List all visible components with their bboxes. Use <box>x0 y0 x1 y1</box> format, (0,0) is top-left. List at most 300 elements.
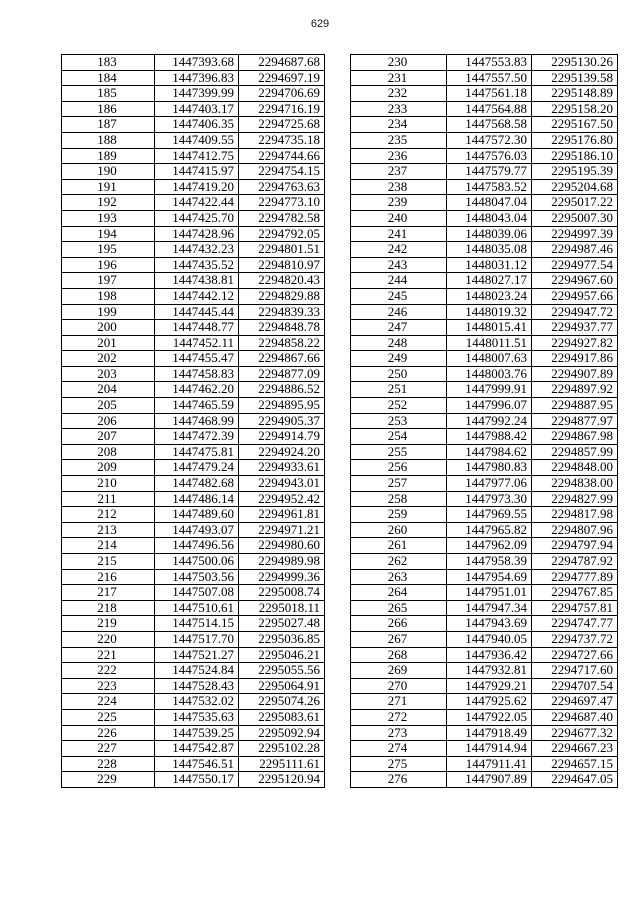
x-coordinate-cell: 1448019.32 <box>447 304 532 320</box>
y-coordinate-cell: 2295018.11 <box>239 600 325 616</box>
y-coordinate-cell: 2294980.60 <box>239 538 325 554</box>
table-row <box>351 398 618 414</box>
x-coordinate-cell: 1447539.25 <box>155 725 239 741</box>
table-row <box>351 460 618 476</box>
y-coordinate-cell: 2294977.54 <box>532 257 618 273</box>
table-row <box>351 101 618 117</box>
table-row <box>62 554 325 570</box>
x-coordinate-cell: 1447980.83 <box>447 460 532 476</box>
x-coordinate-cell: 1447482.68 <box>155 476 239 492</box>
point-number-cell: 204 <box>62 382 155 398</box>
table-row <box>351 631 618 647</box>
point-number-cell: 275 <box>351 756 447 772</box>
y-coordinate-cell: 2294838.00 <box>532 476 618 492</box>
x-coordinate-cell: 1447442.12 <box>155 288 239 304</box>
table-row <box>62 70 325 86</box>
table-row <box>351 694 618 710</box>
y-coordinate-cell: 2295148.89 <box>532 86 618 102</box>
x-coordinate-cell: 1448027.17 <box>447 273 532 289</box>
point-number-cell: 270 <box>351 678 447 694</box>
x-coordinate-cell: 1447542.87 <box>155 741 239 757</box>
y-coordinate-cell: 2294886.52 <box>239 382 325 398</box>
table-row <box>62 444 325 460</box>
x-coordinate-cell: 1447455.47 <box>155 351 239 367</box>
table-row <box>351 725 618 741</box>
y-coordinate-cell: 2295130.26 <box>532 55 618 71</box>
y-coordinate-cell: 2294887.95 <box>532 398 618 414</box>
point-number-cell: 255 <box>351 444 447 460</box>
point-number-cell: 192 <box>62 195 155 211</box>
table-row <box>62 491 325 507</box>
x-coordinate-cell: 1447546.51 <box>155 756 239 772</box>
table-row <box>351 179 618 195</box>
y-coordinate-cell: 2294706.69 <box>239 86 325 102</box>
x-coordinate-cell: 1447422.44 <box>155 195 239 211</box>
point-number-cell: 274 <box>351 741 447 757</box>
x-coordinate-cell: 1447517.70 <box>155 631 239 647</box>
table-row <box>62 273 325 289</box>
table-row <box>62 772 325 788</box>
y-coordinate-cell: 2294937.77 <box>532 320 618 336</box>
y-coordinate-cell: 2294797.94 <box>532 538 618 554</box>
y-coordinate-cell: 2294997.39 <box>532 226 618 242</box>
y-coordinate-cell: 2295008.74 <box>239 585 325 601</box>
x-coordinate-cell: 1447406.35 <box>155 117 239 133</box>
x-coordinate-cell: 1447415.97 <box>155 164 239 180</box>
table-row <box>351 335 618 351</box>
x-coordinate-cell: 1447500.06 <box>155 554 239 570</box>
table-row <box>62 631 325 647</box>
y-coordinate-cell: 2295074.26 <box>239 694 325 710</box>
x-coordinate-cell: 1447947.34 <box>447 600 532 616</box>
x-coordinate-cell: 1447428.96 <box>155 226 239 242</box>
x-coordinate-cell: 1447911.41 <box>447 756 532 772</box>
x-coordinate-cell: 1448035.08 <box>447 242 532 258</box>
table-row <box>62 366 325 382</box>
y-coordinate-cell: 2294777.89 <box>532 569 618 585</box>
x-coordinate-cell: 1448011.51 <box>447 335 532 351</box>
table-row <box>62 600 325 616</box>
point-number-cell: 196 <box>62 257 155 273</box>
x-coordinate-cell: 1447458.83 <box>155 366 239 382</box>
y-coordinate-cell: 2294967.60 <box>532 273 618 289</box>
table-row <box>62 616 325 632</box>
y-coordinate-cell: 2295111.61 <box>239 756 325 772</box>
table-row <box>62 148 325 164</box>
table-row <box>62 226 325 242</box>
y-coordinate-cell: 2294735.18 <box>239 132 325 148</box>
point-number-cell: 257 <box>351 476 447 492</box>
x-coordinate-cell: 1447951.01 <box>447 585 532 601</box>
y-coordinate-cell: 2294687.40 <box>532 709 618 725</box>
point-number-cell: 234 <box>351 117 447 133</box>
x-coordinate-cell: 1447561.18 <box>447 86 532 102</box>
x-coordinate-cell: 1447514.15 <box>155 616 239 632</box>
x-coordinate-cell: 1447475.81 <box>155 444 239 460</box>
point-number-cell: 201 <box>62 335 155 351</box>
coordinates-table-right <box>350 54 618 788</box>
y-coordinate-cell: 2294707.54 <box>532 678 618 694</box>
table-row <box>351 366 618 382</box>
point-number-cell: 210 <box>62 476 155 492</box>
y-coordinate-cell: 2294867.66 <box>239 351 325 367</box>
table-row <box>62 756 325 772</box>
point-number-cell: 191 <box>62 179 155 195</box>
x-coordinate-cell: 1448031.12 <box>447 257 532 273</box>
y-coordinate-cell: 2294807.96 <box>532 522 618 538</box>
point-number-cell: 262 <box>351 554 447 570</box>
point-number-cell: 223 <box>62 678 155 694</box>
point-number-cell: 244 <box>351 273 447 289</box>
point-number-cell: 271 <box>351 694 447 710</box>
x-coordinate-cell: 1447465.59 <box>155 398 239 414</box>
page-number: 629 <box>310 18 330 30</box>
point-number-cell: 202 <box>62 351 155 367</box>
point-number-cell: 187 <box>62 117 155 133</box>
y-coordinate-cell: 2294858.22 <box>239 335 325 351</box>
x-coordinate-cell: 1447409.55 <box>155 132 239 148</box>
x-coordinate-cell: 1447907.89 <box>447 772 532 788</box>
table-row <box>62 257 325 273</box>
x-coordinate-cell: 1448015.41 <box>447 320 532 336</box>
x-coordinate-cell: 1447940.05 <box>447 631 532 647</box>
point-number-cell: 268 <box>351 647 447 663</box>
x-coordinate-cell: 1447479.24 <box>155 460 239 476</box>
point-number-cell: 272 <box>351 709 447 725</box>
table-row <box>351 320 618 336</box>
point-number-cell: 206 <box>62 413 155 429</box>
y-coordinate-cell: 2294952.42 <box>239 491 325 507</box>
point-number-cell: 190 <box>62 164 155 180</box>
point-number-cell: 276 <box>351 772 447 788</box>
point-number-cell: 248 <box>351 335 447 351</box>
table-row <box>62 132 325 148</box>
table-row <box>351 164 618 180</box>
table-row <box>62 413 325 429</box>
point-number-cell: 189 <box>62 148 155 164</box>
y-coordinate-cell: 2294867.98 <box>532 429 618 445</box>
x-coordinate-cell: 1447992.24 <box>447 413 532 429</box>
table-row <box>351 678 618 694</box>
table-row <box>62 304 325 320</box>
y-coordinate-cell: 2294989.98 <box>239 554 325 570</box>
x-coordinate-cell: 1448039.06 <box>447 226 532 242</box>
x-coordinate-cell: 1447524.84 <box>155 663 239 679</box>
x-coordinate-cell: 1447438.81 <box>155 273 239 289</box>
point-number-cell: 199 <box>62 304 155 320</box>
x-coordinate-cell: 1447568.58 <box>447 117 532 133</box>
y-coordinate-cell: 2294716.19 <box>239 101 325 117</box>
table-row <box>62 195 325 211</box>
y-coordinate-cell: 2294667.23 <box>532 741 618 757</box>
x-coordinate-cell: 1447969.55 <box>447 507 532 523</box>
table-row <box>62 55 325 71</box>
table-row <box>351 772 618 788</box>
x-coordinate-cell: 1447996.07 <box>447 398 532 414</box>
x-coordinate-cell: 1447489.60 <box>155 507 239 523</box>
table-row <box>351 600 618 616</box>
point-number-cell: 251 <box>351 382 447 398</box>
table-row <box>62 460 325 476</box>
y-coordinate-cell: 2294801.51 <box>239 242 325 258</box>
y-coordinate-cell: 2294754.15 <box>239 164 325 180</box>
x-coordinate-cell: 1447984.62 <box>447 444 532 460</box>
table-row <box>351 429 618 445</box>
x-coordinate-cell: 1448047.04 <box>447 195 532 211</box>
y-coordinate-cell: 2294897.92 <box>532 382 618 398</box>
y-coordinate-cell: 2294957.66 <box>532 288 618 304</box>
y-coordinate-cell: 2295007.30 <box>532 210 618 226</box>
y-coordinate-cell: 2295158.20 <box>532 101 618 117</box>
table-row <box>62 351 325 367</box>
x-coordinate-cell: 1448003.76 <box>447 366 532 382</box>
point-number-cell: 222 <box>62 663 155 679</box>
point-number-cell: 250 <box>351 366 447 382</box>
x-coordinate-cell: 1447510.61 <box>155 600 239 616</box>
x-coordinate-cell: 1447973.30 <box>447 491 532 507</box>
x-coordinate-cell: 1447496.56 <box>155 538 239 554</box>
x-coordinate-cell: 1447550.17 <box>155 772 239 788</box>
table-row <box>351 616 618 632</box>
table-row <box>62 725 325 741</box>
table-row <box>351 756 618 772</box>
table-row <box>351 351 618 367</box>
point-number-cell: 231 <box>351 70 447 86</box>
table-row <box>351 288 618 304</box>
y-coordinate-cell: 2294787.92 <box>532 554 618 570</box>
point-number-cell: 265 <box>351 600 447 616</box>
x-coordinate-cell: 1447419.20 <box>155 179 239 195</box>
x-coordinate-cell: 1447943.69 <box>447 616 532 632</box>
y-coordinate-cell: 2294827.99 <box>532 491 618 507</box>
point-number-cell: 197 <box>62 273 155 289</box>
table-row <box>62 476 325 492</box>
table-row <box>62 179 325 195</box>
point-number-cell: 239 <box>351 195 447 211</box>
y-coordinate-cell: 2294895.95 <box>239 398 325 414</box>
table-row <box>62 101 325 117</box>
point-number-cell: 193 <box>62 210 155 226</box>
point-number-cell: 205 <box>62 398 155 414</box>
x-coordinate-cell: 1447936.42 <box>447 647 532 663</box>
y-coordinate-cell: 2294647.05 <box>532 772 618 788</box>
table-row <box>351 55 618 71</box>
x-coordinate-cell: 1447403.17 <box>155 101 239 117</box>
point-number-cell: 252 <box>351 398 447 414</box>
y-coordinate-cell: 2295092.94 <box>239 725 325 741</box>
table-row <box>62 538 325 554</box>
point-number-cell: 188 <box>62 132 155 148</box>
point-number-cell: 216 <box>62 569 155 585</box>
x-coordinate-cell: 1447393.68 <box>155 55 239 71</box>
point-number-cell: 230 <box>351 55 447 71</box>
table-row <box>351 382 618 398</box>
x-coordinate-cell: 1447468.99 <box>155 413 239 429</box>
point-number-cell: 183 <box>62 55 155 71</box>
table-row <box>351 538 618 554</box>
x-coordinate-cell: 1447572.30 <box>447 132 532 148</box>
y-coordinate-cell: 2294914.79 <box>239 429 325 445</box>
point-number-cell: 185 <box>62 86 155 102</box>
table-row <box>351 569 618 585</box>
table-row <box>62 117 325 133</box>
y-coordinate-cell: 2294905.37 <box>239 413 325 429</box>
point-number-cell: 249 <box>351 351 447 367</box>
point-number-cell: 194 <box>62 226 155 242</box>
x-coordinate-cell: 1447493.07 <box>155 522 239 538</box>
table-row <box>351 242 618 258</box>
point-number-cell: 233 <box>351 101 447 117</box>
table-row <box>351 117 618 133</box>
table-body-left <box>62 55 325 788</box>
y-coordinate-cell: 2295017.22 <box>532 195 618 211</box>
x-coordinate-cell: 1447932.81 <box>447 663 532 679</box>
x-coordinate-cell: 1447929.21 <box>447 678 532 694</box>
y-coordinate-cell: 2294933.61 <box>239 460 325 476</box>
y-coordinate-cell: 2294767.85 <box>532 585 618 601</box>
y-coordinate-cell: 2294857.99 <box>532 444 618 460</box>
y-coordinate-cell: 2294927.82 <box>532 335 618 351</box>
point-number-cell: 236 <box>351 148 447 164</box>
x-coordinate-cell: 1447922.05 <box>447 709 532 725</box>
table-row <box>351 273 618 289</box>
x-coordinate-cell: 1447977.06 <box>447 476 532 492</box>
x-coordinate-cell: 1448007.63 <box>447 351 532 367</box>
x-coordinate-cell: 1447507.08 <box>155 585 239 601</box>
x-coordinate-cell: 1447472.39 <box>155 429 239 445</box>
table-row <box>351 413 618 429</box>
y-coordinate-cell: 2294820.43 <box>239 273 325 289</box>
x-coordinate-cell: 1447583.52 <box>447 179 532 195</box>
point-number-cell: 246 <box>351 304 447 320</box>
x-coordinate-cell: 1447918.49 <box>447 725 532 741</box>
point-number-cell: 261 <box>351 538 447 554</box>
point-number-cell: 258 <box>351 491 447 507</box>
table-row <box>62 694 325 710</box>
point-number-cell: 242 <box>351 242 447 258</box>
table-row <box>351 491 618 507</box>
y-coordinate-cell: 2294839.33 <box>239 304 325 320</box>
y-coordinate-cell: 2294792.05 <box>239 226 325 242</box>
table-row <box>351 86 618 102</box>
point-number-cell: 264 <box>351 585 447 601</box>
y-coordinate-cell: 2294987.46 <box>532 242 618 258</box>
table-row <box>351 663 618 679</box>
point-number-cell: 184 <box>62 70 155 86</box>
point-number-cell: 240 <box>351 210 447 226</box>
point-number-cell: 221 <box>62 647 155 663</box>
point-number-cell: 186 <box>62 101 155 117</box>
point-number-cell: 219 <box>62 616 155 632</box>
x-coordinate-cell: 1447432.23 <box>155 242 239 258</box>
point-number-cell: 238 <box>351 179 447 195</box>
x-coordinate-cell: 1447452.11 <box>155 335 239 351</box>
y-coordinate-cell: 2294763.63 <box>239 179 325 195</box>
point-number-cell: 220 <box>62 631 155 647</box>
y-coordinate-cell: 2295036.85 <box>239 631 325 647</box>
y-coordinate-cell: 2295195.39 <box>532 164 618 180</box>
point-number-cell: 209 <box>62 460 155 476</box>
x-coordinate-cell: 1447425.70 <box>155 210 239 226</box>
point-number-cell: 207 <box>62 429 155 445</box>
y-coordinate-cell: 2295120.94 <box>239 772 325 788</box>
y-coordinate-cell: 2295139.58 <box>532 70 618 86</box>
table-row <box>351 70 618 86</box>
table-row <box>351 210 618 226</box>
y-coordinate-cell: 2294848.78 <box>239 320 325 336</box>
table-row <box>351 647 618 663</box>
y-coordinate-cell: 2295167.50 <box>532 117 618 133</box>
y-coordinate-cell: 2294737.72 <box>532 631 618 647</box>
point-number-cell: 243 <box>351 257 447 273</box>
x-coordinate-cell: 1447412.75 <box>155 148 239 164</box>
x-coordinate-cell: 1447528.43 <box>155 678 239 694</box>
point-number-cell: 200 <box>62 320 155 336</box>
x-coordinate-cell: 1447579.77 <box>447 164 532 180</box>
x-coordinate-cell: 1447988.42 <box>447 429 532 445</box>
y-coordinate-cell: 2294907.89 <box>532 366 618 382</box>
table-row <box>62 398 325 414</box>
x-coordinate-cell: 1447445.44 <box>155 304 239 320</box>
point-number-cell: 269 <box>351 663 447 679</box>
y-coordinate-cell: 2294677.32 <box>532 725 618 741</box>
table-row <box>351 507 618 523</box>
point-number-cell: 232 <box>351 86 447 102</box>
x-coordinate-cell: 1447399.99 <box>155 86 239 102</box>
x-coordinate-cell: 1447521.27 <box>155 647 239 663</box>
y-coordinate-cell: 2294782.58 <box>239 210 325 226</box>
table-row <box>62 86 325 102</box>
table-row <box>62 164 325 180</box>
table-row <box>62 741 325 757</box>
y-coordinate-cell: 2294947.72 <box>532 304 618 320</box>
point-number-cell: 226 <box>62 725 155 741</box>
table-row <box>351 709 618 725</box>
y-coordinate-cell: 2294725.68 <box>239 117 325 133</box>
point-number-cell: 237 <box>351 164 447 180</box>
x-coordinate-cell: 1447999.91 <box>447 382 532 398</box>
y-coordinate-cell: 2294877.09 <box>239 366 325 382</box>
x-coordinate-cell: 1447535.63 <box>155 709 239 725</box>
y-coordinate-cell: 2295064.91 <box>239 678 325 694</box>
point-number-cell: 235 <box>351 132 447 148</box>
x-coordinate-cell: 1447965.82 <box>447 522 532 538</box>
table-row <box>62 585 325 601</box>
table-row <box>62 382 325 398</box>
point-number-cell: 198 <box>62 288 155 304</box>
x-coordinate-cell: 1447576.03 <box>447 148 532 164</box>
y-coordinate-cell: 2294999.36 <box>239 569 325 585</box>
table-row <box>351 476 618 492</box>
point-number-cell: 224 <box>62 694 155 710</box>
y-coordinate-cell: 2295083.61 <box>239 709 325 725</box>
table-row <box>351 132 618 148</box>
table-body-right <box>351 55 618 788</box>
point-number-cell: 227 <box>62 741 155 757</box>
x-coordinate-cell: 1447448.77 <box>155 320 239 336</box>
point-number-cell: 214 <box>62 538 155 554</box>
table-row <box>351 585 618 601</box>
y-coordinate-cell: 2294727.66 <box>532 647 618 663</box>
y-coordinate-cell: 2294810.97 <box>239 257 325 273</box>
y-coordinate-cell: 2294961.81 <box>239 507 325 523</box>
point-number-cell: 218 <box>62 600 155 616</box>
y-coordinate-cell: 2295204.68 <box>532 179 618 195</box>
x-coordinate-cell: 1447925.62 <box>447 694 532 710</box>
x-coordinate-cell: 1447503.56 <box>155 569 239 585</box>
x-coordinate-cell: 1447462.20 <box>155 382 239 398</box>
x-coordinate-cell: 1447396.83 <box>155 70 239 86</box>
